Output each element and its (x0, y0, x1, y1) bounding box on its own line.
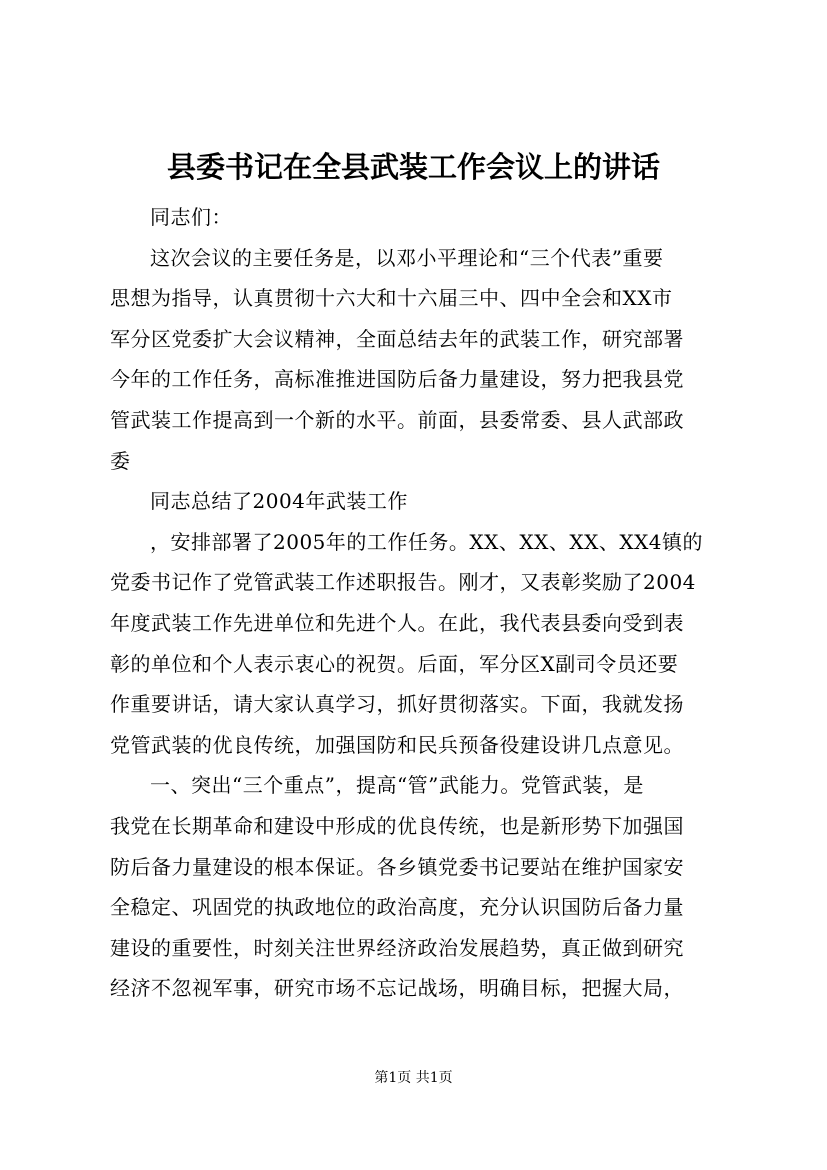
paragraph-line: 军分区党委扩大会议精神，全面总结去年的武装工作，研究部署 (110, 326, 684, 351)
paragraph-line: 今年的工作任务，高标准推进国防后备力量建设，努力把我县党 (110, 367, 684, 392)
paragraph-line: 全稳定、巩固党的执政地位的政治高度，充分认识国防后备力量 (110, 895, 684, 920)
paragraph-line: 我党在长期革命和建设中形成的优良传统，也是新形势下加强国 (110, 813, 684, 838)
paragraph-line: 这次会议的主要任务是，以邓小平理论和“三个代表”重要 (150, 245, 664, 270)
paragraph-line: 一、突出“三个重点”，提高“管”武能力。党管武装，是 (150, 773, 644, 798)
paragraph-line: ，安排部署了2005年的工作任务。XX、XX、XX、XX4镇的 (150, 529, 704, 554)
paragraph-line: 党委书记作了党管武装工作述职报告。刚才，又表彰奖励了2004 (110, 570, 696, 595)
paragraph-line: 建设的重要性，时刻关注世界经济政治发展趋势，真正做到研究 (110, 935, 684, 960)
paragraph-line: 作重要讲话，请大家认真学习，抓好贯彻落实。下面，我就发扬 (110, 692, 684, 717)
paragraph-line: 防后备力量建设的根本保证。各乡镇党委书记要站在维护国家安 (110, 854, 684, 879)
paragraph-line: 管武装工作提高到一个新的水平。前面，县委常委、县人武部政 (110, 407, 684, 432)
paragraph-line: 年度武装工作先进单位和先进个人。在此，我代表县委向受到表 (110, 610, 684, 635)
paragraph-line: 思想为指导，认真贯彻十六大和十六届三中、四中全会和XX市 (110, 286, 673, 311)
document-title: 县委书记在全县武装工作会议上的讲话 (166, 150, 660, 184)
document-body (110, 197, 725, 1009)
paragraph-line: 经济不忽视军事，研究市场不忘记战场，明确目标，把握大局， (110, 976, 684, 1001)
paragraph-line: 党管武装的优良传统，加强国防和民兵预备役建设讲几点意见。 (110, 732, 684, 757)
paragraph-line: 彰的单位和个人表示衷心的祝贺。后面，军分区X副司令员还要 (110, 651, 679, 676)
page-footer: 第1页 共1页 (374, 1070, 453, 1086)
paragraph-line: 同志总结了2004年武装工作 (150, 489, 408, 514)
paragraph-line: 委 (110, 448, 131, 473)
salutation-line: 同志们： (150, 205, 232, 229)
